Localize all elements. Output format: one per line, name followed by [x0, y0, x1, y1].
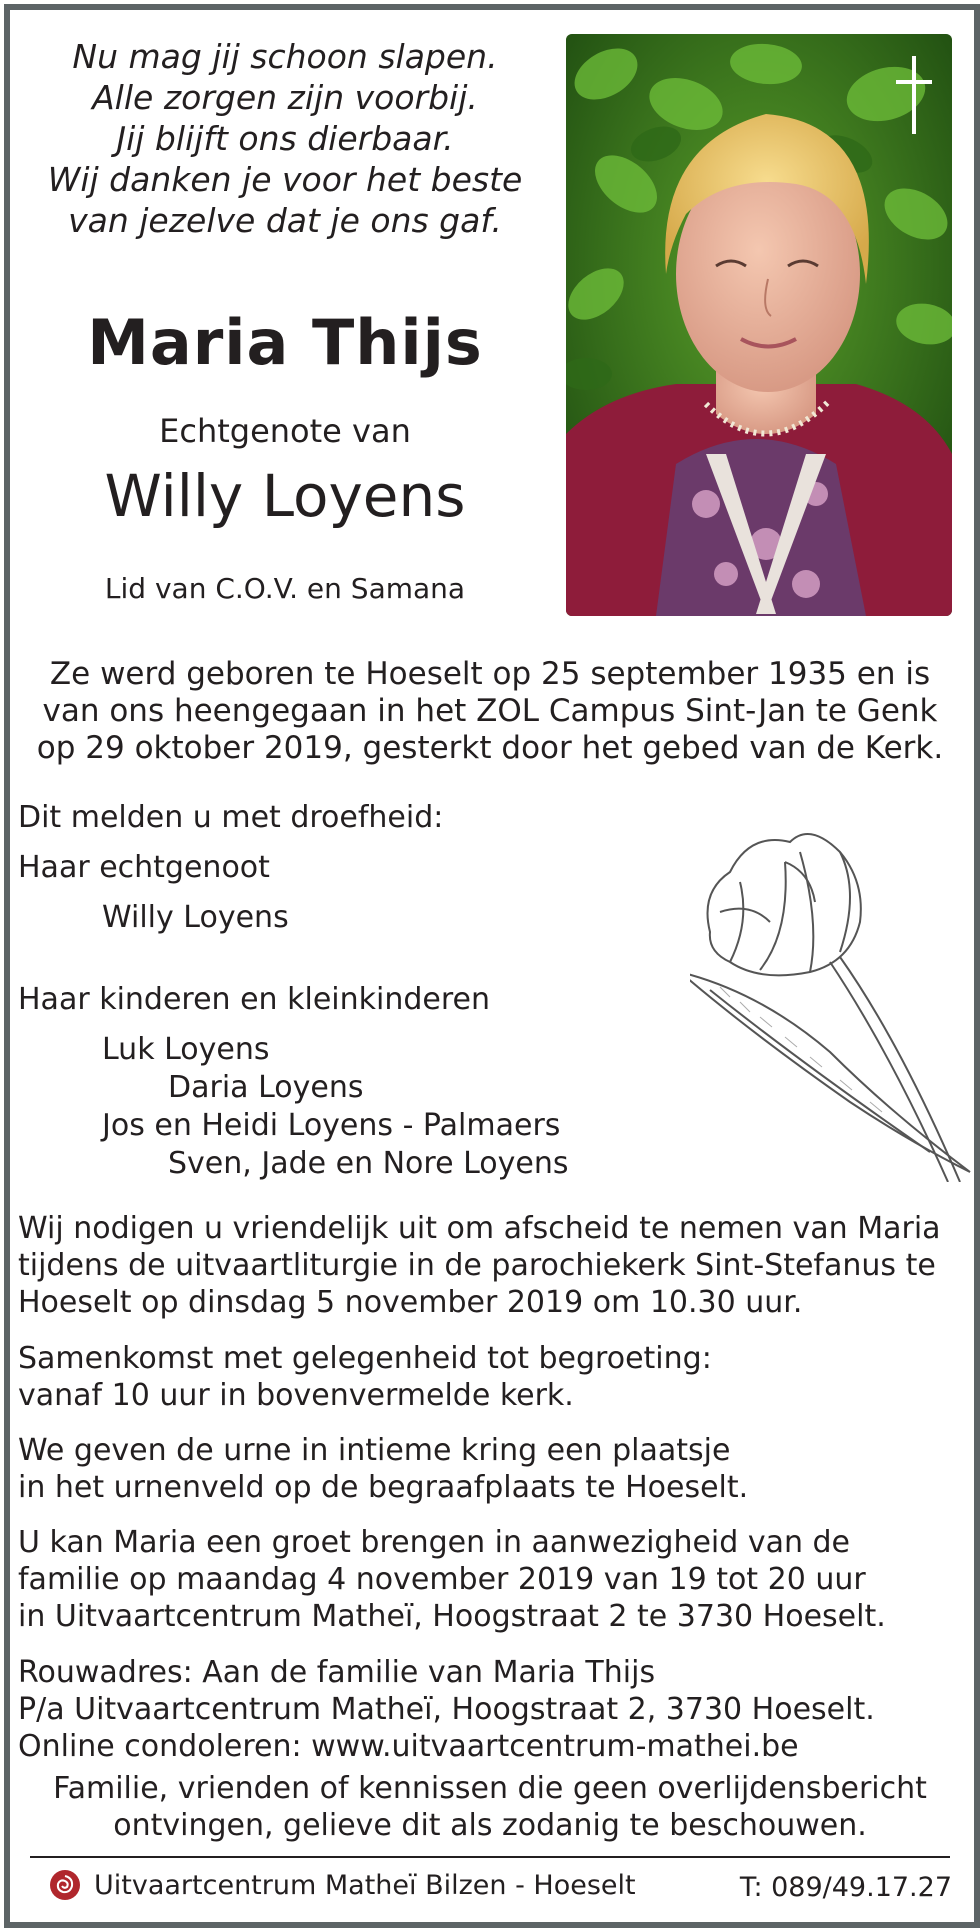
visit-line: U kan Maria een groet brengen in aanwezigheid van de — [18, 1525, 851, 1560]
spouse-label: Echtgenote van — [159, 412, 411, 450]
grandchild-entry: Daria Loyens — [168, 1070, 364, 1105]
tulip-icon — [690, 812, 972, 1182]
portrait-photo — [566, 34, 952, 616]
birth-death-announcement — [20, 656, 960, 767]
condolence-link[interactable]: Online condoleren: www.uitvaartcentrum-mathei.be — [18, 1729, 799, 1764]
spouse-heading: Haar echtgenoot — [18, 850, 270, 885]
poem-line: Nu mag jij schoon slapen. — [72, 37, 498, 76]
rose-logo-icon — [48, 1868, 82, 1902]
footer-divider — [30, 1856, 950, 1858]
funeral-line: Hoeselt op dinsdag 5 november 2019 om 10.30 uur. — [18, 1285, 803, 1320]
funeral-invitation — [18, 1210, 962, 1321]
child-entry: Jos en Heidi Loyens - Palmaers — [102, 1108, 561, 1143]
child-entry: Luk Loyens — [102, 1032, 270, 1067]
footer-phone: T: 089/49.17.27 — [739, 1872, 952, 1903]
poem — [40, 36, 530, 241]
footer — [48, 1868, 952, 1908]
spouse-name: Willy Loyens — [104, 462, 466, 530]
urn-info — [18, 1432, 962, 1506]
poem-line: Jij blijft ons dierbaar. — [116, 119, 454, 158]
footer-company-group — [48, 1868, 636, 1902]
closing-note — [20, 1770, 960, 1844]
poem-line: Wij danken je voor het beste — [47, 160, 523, 199]
urn-line: in het urnenveld op de begraafplaats te Hoeselt. — [18, 1470, 749, 1505]
intro-line: van ons heengegaan in het ZOL Campus Sint-Jan te Genk — [42, 693, 938, 729]
deceased-name: Maria Thijs — [87, 306, 483, 379]
announce-line: Dit melden u met droefheid: — [18, 800, 444, 835]
poem-line: Alle zorgen zijn voorbij. — [92, 78, 478, 117]
portrait-illustration — [566, 34, 952, 616]
spouse-entry: Willy Loyens — [102, 900, 289, 935]
gathering-info — [18, 1340, 962, 1414]
gathering-line: Samenkomst met gelegenheid tot begroeting: — [18, 1341, 712, 1376]
closing-line: Familie, vrienden of kennissen die geen overlijdensbericht — [53, 1771, 927, 1806]
address-line: P/a Uitvaartcentrum Matheï, Hoogstraat 2, 3730 Hoeselt. — [18, 1692, 875, 1727]
poem-line: van jezelve dat je ons gaf. — [68, 201, 502, 240]
funeral-line: tijdens de uitvaartliturgie in de parochiekerk Sint-Stefanus te — [18, 1248, 936, 1283]
funeral-line: Wij nodigen u vriendelijk uit om afscheid te nemen van Maria — [18, 1211, 941, 1246]
membership: Lid van C.O.V. en Samana — [104, 572, 466, 605]
children-heading: Haar kinderen en kleinkinderen — [18, 982, 490, 1017]
gathering-line: vanaf 10 uur in bovenvermelde kerk. — [18, 1378, 574, 1413]
address-line: Rouwadres: Aan de familie van Maria Thijs — [18, 1655, 656, 1690]
visit-line: familie op maandag 4 november 2019 van 19 tot 20 uur — [18, 1562, 866, 1597]
visit-line: in Uitvaartcentrum Matheï, Hoogstraat 2 te 3730 Hoeselt. — [18, 1599, 886, 1634]
mourning-address — [18, 1654, 962, 1765]
visitation-info — [18, 1524, 962, 1635]
intro-line: op 29 oktober 2019, gesterkt door het gebed van de Kerk. — [36, 730, 944, 766]
grandchild-entry: Sven, Jade en Nore Loyens — [168, 1146, 569, 1181]
closing-line: ontvingen, gelieve dit als zodanig te beschouwen. — [113, 1808, 867, 1843]
urn-line: We geven de urne in intieme kring een plaatsje — [18, 1433, 731, 1468]
intro-line: Ze werd geboren te Hoeselt op 25 september 1935 en is — [49, 656, 931, 692]
footer-company: Uitvaartcentrum Matheï Bilzen - Hoeselt — [94, 1869, 636, 1901]
